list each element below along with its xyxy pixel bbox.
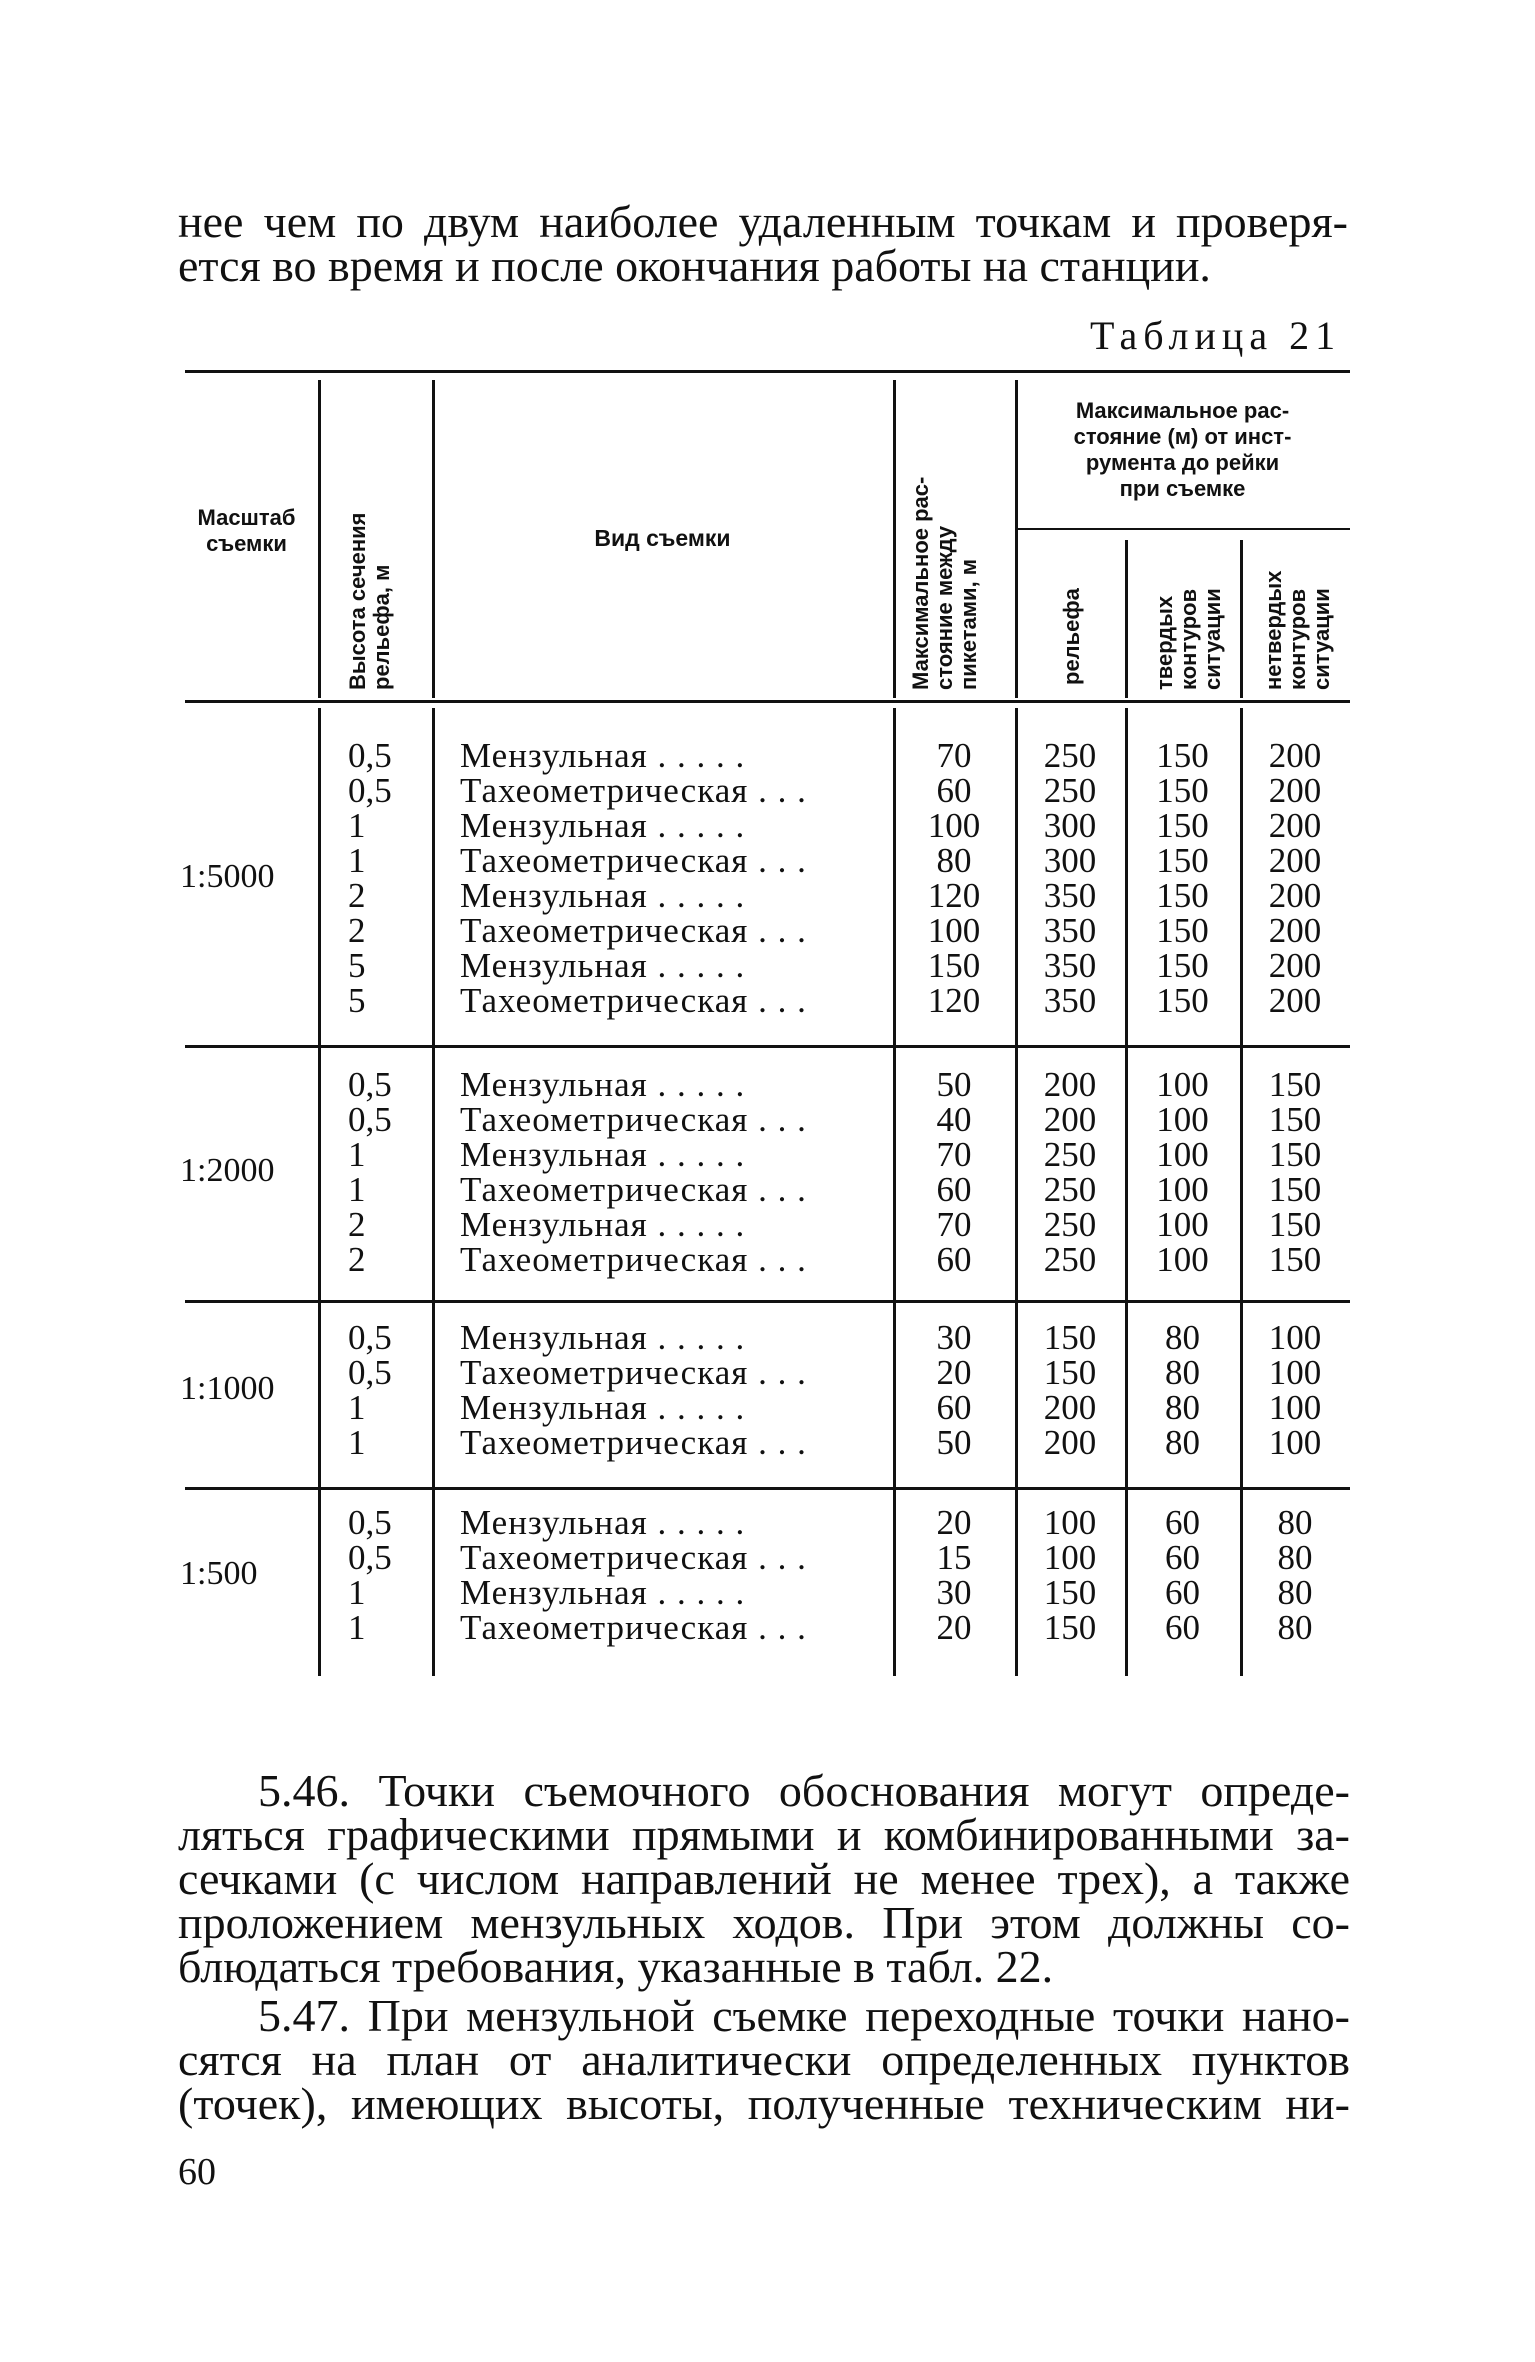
relief-height-cell: 0,5 xyxy=(348,771,392,810)
solid-contour-cell: 100 xyxy=(1156,1100,1209,1139)
scale-cell: 1:500 xyxy=(180,1555,258,1592)
relief-height-cell: 2 xyxy=(348,1240,366,1279)
survey-type-cell: Мензульная . . . . . xyxy=(460,736,746,775)
nonsolid-contour-cell: 80 xyxy=(1277,1503,1313,1542)
paragraph-line: 5.46. Точки съемочного обоснования могут опреде- xyxy=(258,1765,1350,1816)
page-number: 60 xyxy=(178,2151,216,2193)
nonsolid-contour-cell: 150 xyxy=(1268,1065,1322,1104)
paragraph-line: сятся на план от аналитически определенных пунктов xyxy=(178,2034,1350,2085)
paragraph-line: сечками (с числом направлений не менее трех), а также xyxy=(178,1853,1350,1904)
relief-height-cell: 1 xyxy=(348,1573,366,1612)
max-distance-cell: 20 xyxy=(936,1353,972,1392)
header-max-distance: Максимальное рас- стояние между пикетами, м xyxy=(908,476,981,690)
relief-height-cell: 1 xyxy=(348,1135,366,1174)
relief-height-cell: 1 xyxy=(348,1170,366,1209)
max-distance-cell: 60 xyxy=(936,1240,972,1279)
max-distance-cell: 30 xyxy=(936,1573,972,1612)
header-col-rule xyxy=(893,380,896,698)
solid-contour-cell: 60 xyxy=(1165,1538,1200,1577)
header-solid: твердых контуров ситуации xyxy=(1152,588,1225,690)
max-distance-cell: 70 xyxy=(936,1135,972,1174)
group-separator-rule xyxy=(185,1300,1350,1303)
nonsolid-contour-cell: 150 xyxy=(1268,1100,1322,1139)
relief-distance-cell: 150 xyxy=(1043,1608,1097,1647)
group-separator-rule xyxy=(185,1487,1350,1490)
nonsolid-contour-cell: 100 xyxy=(1268,1388,1322,1427)
max-distance-cell: 70 xyxy=(936,1205,972,1244)
nonsolid-contour-cell: 150 xyxy=(1268,1170,1322,1209)
relief-height-cell: 0,5 xyxy=(348,1353,392,1392)
relief-distance-cell: 150 xyxy=(1043,1318,1097,1357)
body-col-rule xyxy=(318,708,321,1676)
solid-contour-cell: 150 xyxy=(1156,981,1209,1020)
relief-height-cell: 1 xyxy=(348,806,366,845)
relief-distance-cell: 200 xyxy=(1043,1100,1097,1139)
nonsolid-contour-cell: 100 xyxy=(1268,1423,1322,1462)
header-relief: рельефа xyxy=(1059,588,1084,685)
solid-contour-cell: 100 xyxy=(1156,1135,1209,1174)
solid-contour-cell: 150 xyxy=(1156,876,1209,915)
solid-contour-cell: 150 xyxy=(1156,911,1209,950)
survey-type-cell: Тахеометрическая . . . xyxy=(460,911,807,950)
nonsolid-contour-cell: 150 xyxy=(1268,1205,1322,1244)
relief-height-cell: 0,5 xyxy=(348,736,392,775)
header-instrument-group: Максимальное рас- стояние (м) от инст- румента до рейки при съемке xyxy=(1073,398,1292,501)
nonsolid-contour-cell: 200 xyxy=(1268,911,1322,950)
header-subcol-rule xyxy=(1240,540,1243,698)
solid-contour-cell: 60 xyxy=(1165,1573,1200,1612)
nonsolid-contour-cell: 200 xyxy=(1268,946,1322,985)
relief-distance-cell: 250 xyxy=(1043,1240,1097,1279)
relief-height-cell: 1 xyxy=(348,1608,366,1647)
relief-height-cell: 0,5 xyxy=(348,1065,392,1104)
relief-distance-cell: 200 xyxy=(1043,1065,1097,1104)
header-col-rule xyxy=(318,380,321,698)
relief-height-cell: 0,5 xyxy=(348,1503,392,1542)
survey-type-cell: Тахеометрическая . . . xyxy=(460,1538,807,1577)
survey-type-cell: Мензульная . . . . . xyxy=(460,1388,746,1427)
relief-height-cell: 2 xyxy=(348,876,366,915)
relief-height-cell: 0,5 xyxy=(348,1538,392,1577)
relief-distance-cell: 250 xyxy=(1043,1205,1097,1244)
subheader-rule xyxy=(1015,528,1350,530)
scale-cell: 1:2000 xyxy=(180,1152,275,1189)
solid-contour-cell: 100 xyxy=(1156,1205,1209,1244)
nonsolid-contour-cell: 150 xyxy=(1268,1240,1322,1279)
max-distance-cell: 20 xyxy=(936,1608,972,1647)
header-scale: Масштаб съемки xyxy=(197,505,296,556)
nonsolid-contour-cell: 100 xyxy=(1268,1353,1322,1392)
solid-contour-cell: 80 xyxy=(1165,1423,1200,1462)
relief-distance-cell: 150 xyxy=(1043,1353,1097,1392)
max-distance-cell: 60 xyxy=(936,1170,972,1209)
nonsolid-contour-cell: 80 xyxy=(1277,1608,1313,1647)
nonsolid-contour-cell: 200 xyxy=(1268,981,1322,1020)
max-distance-cell: 150 xyxy=(927,946,981,985)
relief-height-cell: 5 xyxy=(348,981,366,1020)
relief-distance-cell: 250 xyxy=(1043,1170,1097,1209)
max-distance-cell: 15 xyxy=(936,1538,972,1577)
body-col-rule xyxy=(432,708,435,1676)
survey-type-cell: Мензульная . . . . . xyxy=(460,1205,746,1244)
top-text-line-2: ется во время и после окончания работы на станции. xyxy=(178,240,1211,291)
relief-distance-cell: 250 xyxy=(1043,1135,1097,1174)
paragraph-line: ляться графическими прямыми и комбинированными за- xyxy=(178,1809,1350,1860)
survey-type-cell: Тахеометрическая . . . xyxy=(460,1353,807,1392)
relief-distance-cell: 200 xyxy=(1043,1423,1097,1462)
solid-contour-cell: 80 xyxy=(1165,1388,1200,1427)
relief-distance-cell: 250 xyxy=(1043,736,1097,775)
max-distance-cell: 30 xyxy=(936,1318,972,1357)
survey-type-cell: Мензульная . . . . . xyxy=(460,1135,746,1174)
relief-height-cell: 1 xyxy=(348,1388,366,1427)
paragraph-line: проложением мензульных ходов. При этом должны со- xyxy=(178,1897,1350,1948)
table-caption: Таблица 21 xyxy=(1090,313,1342,358)
max-distance-cell: 60 xyxy=(936,1388,972,1427)
nonsolid-contour-cell: 200 xyxy=(1268,876,1322,915)
relief-distance-cell: 350 xyxy=(1043,876,1097,915)
max-distance-cell: 100 xyxy=(927,806,981,845)
max-distance-cell: 120 xyxy=(927,876,981,915)
max-distance-cell: 70 xyxy=(936,736,972,775)
paragraph-line: 5.47. При мензульной съемке переходные точки нано- xyxy=(258,1990,1350,2041)
relief-height-cell: 2 xyxy=(348,911,366,950)
header-relief-height: Высота сечения рельефа, м xyxy=(345,512,394,690)
solid-contour-cell: 100 xyxy=(1156,1240,1209,1279)
survey-type-cell: Мензульная . . . . . xyxy=(460,1573,746,1612)
relief-distance-cell: 150 xyxy=(1043,1573,1097,1612)
survey-type-cell: Мензульная . . . . . xyxy=(460,876,746,915)
relief-height-cell: 5 xyxy=(348,946,366,985)
solid-contour-cell: 150 xyxy=(1156,806,1209,845)
relief-distance-cell: 350 xyxy=(1043,981,1097,1020)
max-distance-cell: 120 xyxy=(927,981,981,1020)
relief-distance-cell: 300 xyxy=(1043,806,1097,845)
solid-contour-cell: 100 xyxy=(1156,1065,1209,1104)
relief-distance-cell: 250 xyxy=(1043,771,1097,810)
solid-contour-cell: 80 xyxy=(1165,1318,1200,1357)
nonsolid-contour-cell: 100 xyxy=(1268,1318,1322,1357)
nonsolid-contour-cell: 200 xyxy=(1268,771,1322,810)
table-top-rule xyxy=(185,370,1350,373)
survey-type-cell: Мензульная . . . . . xyxy=(460,1065,746,1104)
relief-height-cell: 2 xyxy=(348,1205,366,1244)
nonsolid-contour-cell: 80 xyxy=(1277,1573,1313,1612)
survey-type-cell: Мензульная . . . . . xyxy=(460,1318,746,1357)
max-distance-cell: 60 xyxy=(936,771,972,810)
relief-distance-cell: 350 xyxy=(1043,911,1097,950)
nonsolid-contour-cell: 200 xyxy=(1268,841,1322,880)
relief-height-cell: 0,5 xyxy=(348,1318,392,1357)
scale-cell: 1:5000 xyxy=(180,858,275,895)
survey-type-cell: Тахеометрическая . . . xyxy=(460,841,807,880)
survey-type-cell: Тахеометрическая . . . xyxy=(460,1170,807,1209)
survey-type-cell: Мензульная . . . . . xyxy=(460,946,746,985)
nonsolid-contour-cell: 200 xyxy=(1268,736,1322,775)
survey-type-cell: Тахеометрическая . . . xyxy=(460,1100,807,1139)
max-distance-cell: 50 xyxy=(936,1065,972,1104)
relief-height-cell: 1 xyxy=(348,1423,366,1462)
header-subcol-rule xyxy=(1125,540,1128,698)
relief-distance-cell: 300 xyxy=(1043,841,1097,880)
solid-contour-cell: 150 xyxy=(1156,946,1209,985)
solid-contour-cell: 100 xyxy=(1156,1170,1209,1209)
paragraph-line: блюдаться требования, указанные в табл. 22. xyxy=(178,1941,1054,1992)
relief-height-cell: 1 xyxy=(348,841,366,880)
solid-contour-cell: 60 xyxy=(1165,1503,1200,1542)
solid-contour-cell: 150 xyxy=(1156,771,1209,810)
solid-contour-cell: 150 xyxy=(1156,841,1209,880)
header-nonsolid: нетвердых контуров ситуации xyxy=(1261,570,1334,690)
survey-type-cell: Тахеометрическая . . . xyxy=(460,771,807,810)
header-survey-type: Вид съемки xyxy=(594,525,731,551)
max-distance-cell: 80 xyxy=(936,841,972,880)
solid-contour-cell: 150 xyxy=(1156,736,1209,775)
max-distance-cell: 20 xyxy=(936,1503,972,1542)
relief-distance-cell: 100 xyxy=(1043,1503,1097,1542)
survey-type-cell: Тахеометрическая . . . xyxy=(460,1423,807,1462)
relief-height-cell: 0,5 xyxy=(348,1100,392,1139)
survey-type-cell: Тахеометрическая . . . xyxy=(460,981,807,1020)
group-separator-rule xyxy=(185,1045,1350,1048)
relief-distance-cell: 200 xyxy=(1043,1388,1097,1427)
paragraph-line: (точек), имеющих высоты, полученные техническим ни- xyxy=(178,2078,1350,2129)
solid-contour-cell: 60 xyxy=(1165,1608,1200,1647)
table-header-rule xyxy=(185,700,1350,703)
nonsolid-contour-cell: 80 xyxy=(1277,1538,1313,1577)
solid-contour-cell: 80 xyxy=(1165,1353,1200,1392)
nonsolid-contour-cell: 150 xyxy=(1268,1135,1322,1174)
top-text-line-1: нее чем по двум наиболее удаленным точкам и проверя- xyxy=(178,196,1348,247)
max-distance-cell: 50 xyxy=(936,1423,972,1462)
survey-type-cell: Мензульная . . . . . xyxy=(460,806,746,845)
max-distance-cell: 40 xyxy=(936,1100,972,1139)
scale-cell: 1:1000 xyxy=(180,1370,275,1407)
relief-distance-cell: 350 xyxy=(1043,946,1097,985)
max-distance-cell: 100 xyxy=(927,911,981,950)
survey-type-cell: Тахеометрическая . . . xyxy=(460,1240,807,1279)
nonsolid-contour-cell: 200 xyxy=(1268,806,1322,845)
relief-distance-cell: 100 xyxy=(1043,1538,1097,1577)
survey-type-cell: Тахеометрическая . . . xyxy=(460,1608,807,1647)
survey-type-cell: Мензульная . . . . . xyxy=(460,1503,746,1542)
